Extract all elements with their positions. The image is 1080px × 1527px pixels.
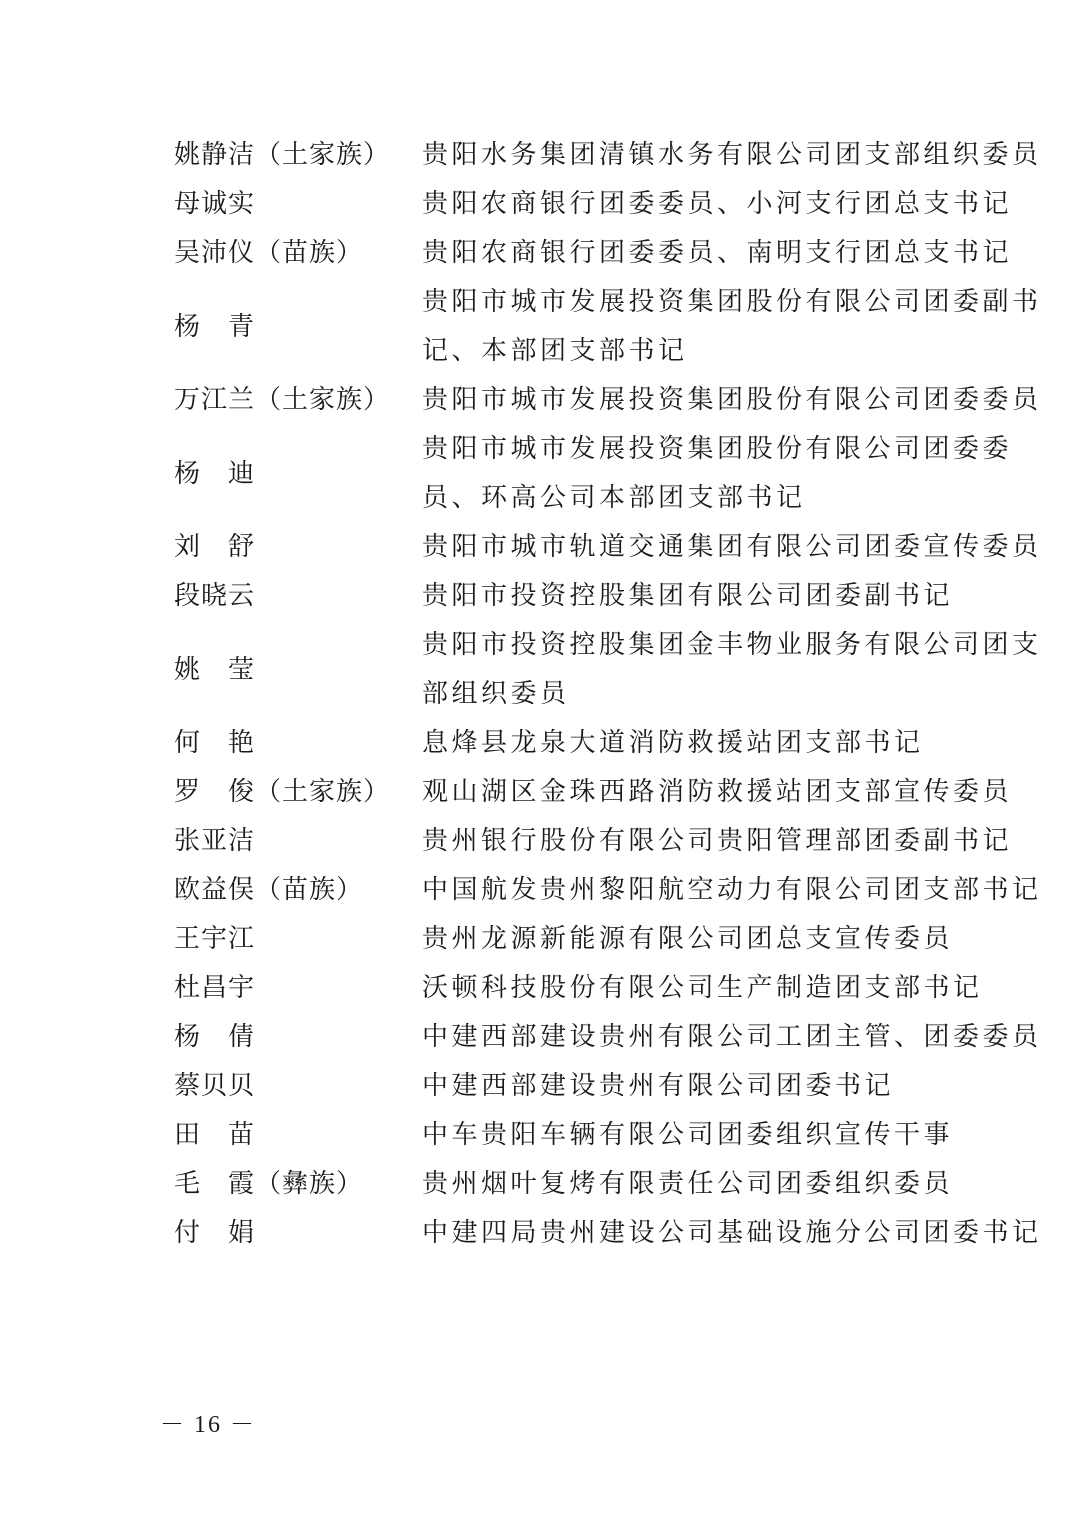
list-item xyxy=(174,131,1064,180)
person-name: 王宇江 xyxy=(174,924,256,954)
person-role: 贵阳市投资控股集团有限公司团委副书记 xyxy=(422,581,954,611)
person-name: 付 娟 xyxy=(174,1218,256,1248)
person-name: 何 艳 xyxy=(174,728,256,758)
person-role: 贵州银行股份有限公司贵阳管理部团委副书记 xyxy=(422,826,1013,856)
person-role: 中建西部建设贵州有限公司工团主管、团委委员 xyxy=(422,1022,1042,1052)
person-name: 姚静洁（土家族） xyxy=(174,140,391,170)
person-name: 罗 俊（土家族） xyxy=(174,777,391,807)
person-role: 观山湖区金珠西路消防救援站团支部宣传委员 xyxy=(422,777,1013,807)
person-role: 贵阳市投资控股集团金丰物业服务有限公司团支部组织委员 xyxy=(422,630,1042,709)
list-item xyxy=(174,229,1064,278)
person-name: 万江兰（土家族） xyxy=(174,385,391,415)
name-list xyxy=(174,131,1064,1258)
list-item xyxy=(174,425,1064,523)
person-role: 中车贵阳车辆有限公司团委组织宣传干事 xyxy=(422,1120,954,1150)
person-name: 杜昌宇 xyxy=(174,973,256,1003)
list-item xyxy=(174,376,1064,425)
person-name: 杨 青 xyxy=(174,311,256,342)
person-role: 贵阳水务集团清镇水务有限公司团支部组织委员 xyxy=(422,140,1042,170)
list-item xyxy=(174,866,1064,915)
person-role: 沃顿科技股份有限公司生产制造团支部书记 xyxy=(422,973,983,1003)
list-item xyxy=(174,1209,1064,1258)
person-role: 中国航发贵州黎阳航空动力有限公司团支部书记 xyxy=(422,875,1042,905)
person-name: 张亚洁 xyxy=(174,826,256,856)
list-item xyxy=(174,572,1064,621)
person-role: 中建西部建设贵州有限公司团委书记 xyxy=(422,1071,895,1101)
person-name: 姚 莹 xyxy=(174,654,256,685)
person-role: 贵阳农商银行团委委员、南明支行团总支书记 xyxy=(422,238,1013,268)
person-name: 毛 霞（彝族） xyxy=(174,1169,364,1199)
list-item xyxy=(174,278,1064,376)
person-name: 杨 迪 xyxy=(174,458,256,489)
person-name: 欧益俣（苗族） xyxy=(174,875,364,905)
list-item xyxy=(174,621,1064,719)
list-item xyxy=(174,719,1064,768)
person-role: 息烽县龙泉大道消防救援站团支部书记 xyxy=(422,728,924,758)
list-item xyxy=(174,817,1064,866)
person-name: 刘 舒 xyxy=(174,532,256,562)
list-item xyxy=(174,1111,1064,1160)
list-item xyxy=(174,180,1064,229)
person-name: 母诚实 xyxy=(174,189,256,219)
person-role: 贵州龙源新能源有限公司团总支宣传委员 xyxy=(422,924,954,954)
person-name: 杨 倩 xyxy=(174,1022,256,1052)
list-item xyxy=(174,915,1064,964)
person-name: 段晓云 xyxy=(174,581,256,611)
list-item xyxy=(174,768,1064,817)
list-item xyxy=(174,1160,1064,1209)
person-name: 蔡贝贝 xyxy=(174,1071,256,1101)
person-role: 贵阳市城市发展投资集团股份有限公司团委副书记、本部团支部书记 xyxy=(422,287,1042,366)
person-role: 贵阳市城市发展投资集团股份有限公司团委委员 xyxy=(422,385,1042,415)
list-item xyxy=(174,1013,1064,1062)
person-role: 贵阳市城市发展投资集团股份有限公司团委委员、环高公司本部团支部书记 xyxy=(422,434,1013,513)
page-number: － 16 － xyxy=(160,1412,256,1438)
person-role: 贵阳市城市轨道交通集团有限公司团委宣传委员 xyxy=(422,532,1042,562)
list-item xyxy=(174,964,1064,1013)
list-item xyxy=(174,1062,1064,1111)
person-role: 中建四局贵州建设公司基础设施分公司团委书记 xyxy=(422,1218,1042,1248)
list-item xyxy=(174,523,1064,572)
person-role: 贵阳农商银行团委委员、小河支行团总支书记 xyxy=(422,189,1013,219)
person-name: 田 苗 xyxy=(174,1120,256,1150)
person-role: 贵州烟叶复烤有限责任公司团委组织委员 xyxy=(422,1169,954,1199)
person-name: 吴沛仪（苗族） xyxy=(174,238,364,268)
